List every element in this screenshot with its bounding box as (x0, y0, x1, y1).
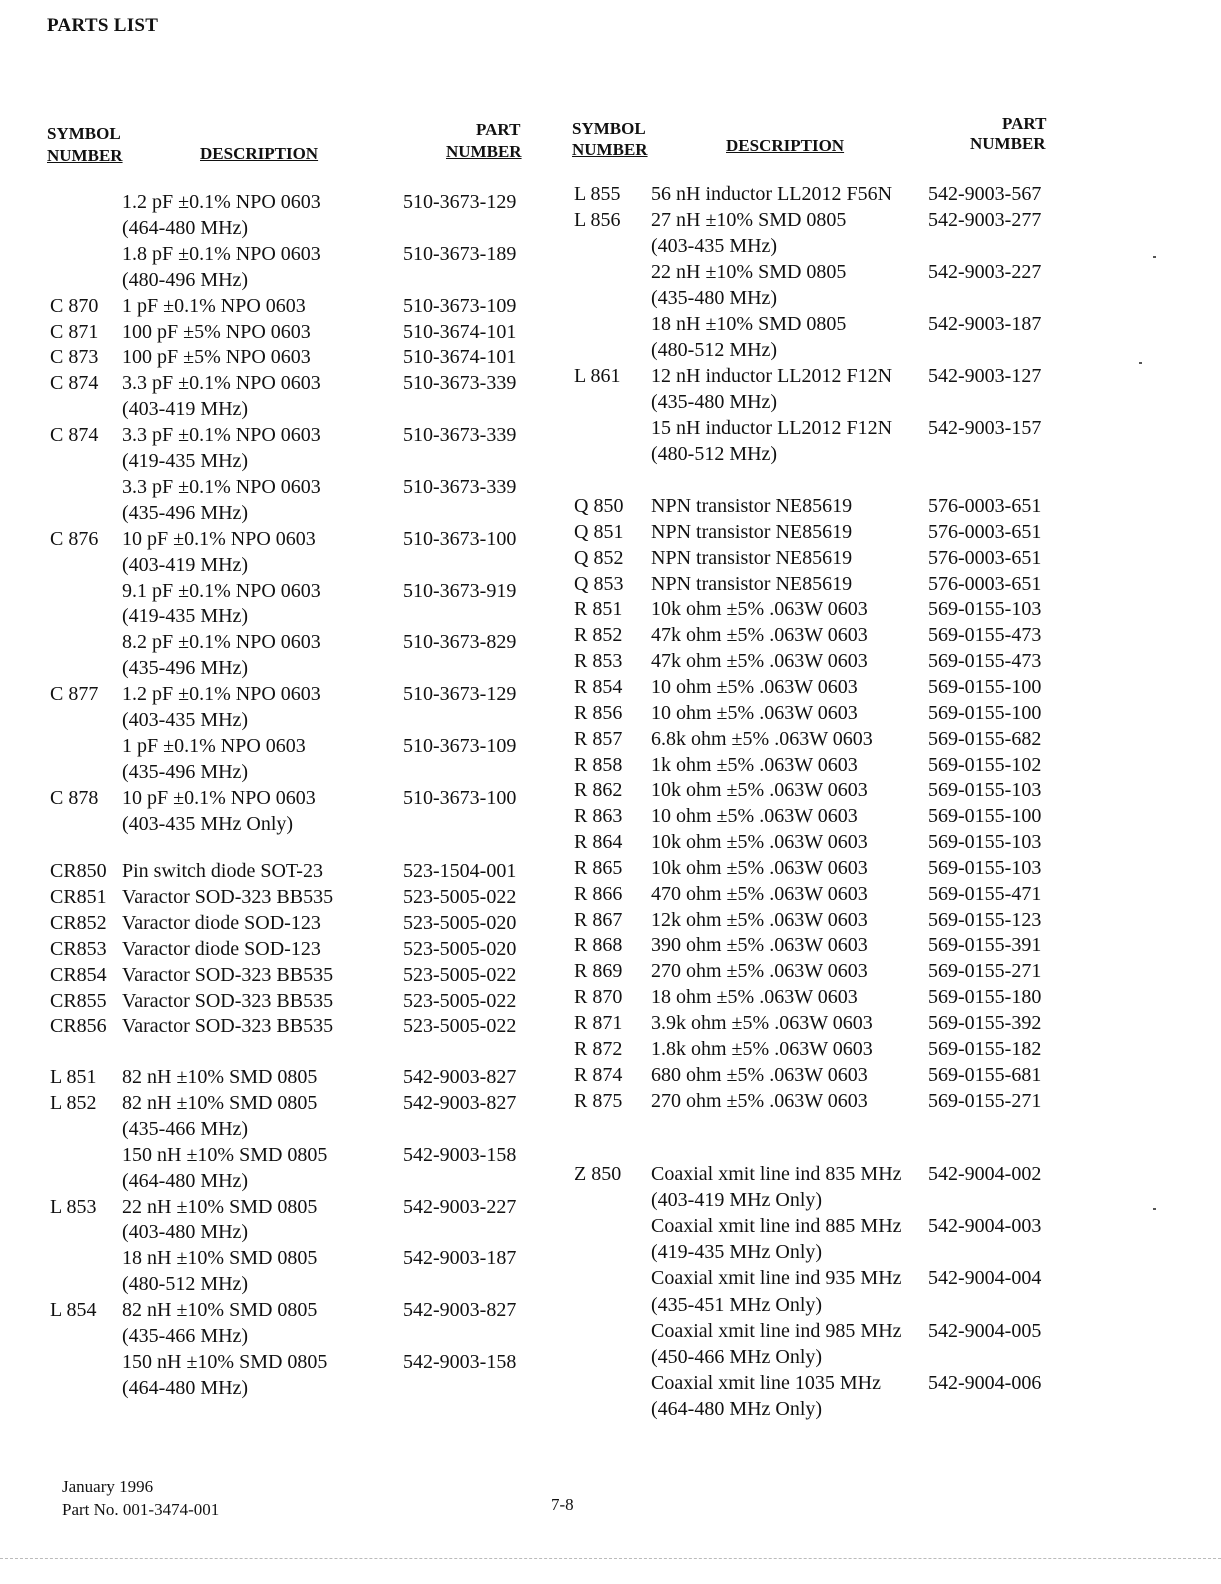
description: (464-480 MHz) (122, 1376, 249, 1399)
symbol-number: CR852 (50, 911, 107, 934)
description: (435-496 MHz) (122, 501, 249, 524)
description: 22 nH ±10% SMD 0805 (651, 261, 847, 283)
symbol-number: Q 853 (574, 572, 624, 595)
description: 150 nH ±10% SMD 0805 (122, 1143, 328, 1166)
description: (419-435 MHz) (122, 450, 249, 472)
description: (480-512 MHz) (651, 339, 778, 361)
part-number: 510-3673-829 (403, 631, 517, 654)
symbol-number: R 865 (574, 856, 623, 879)
part-number: 510-3673-129 (403, 683, 517, 706)
part-number: 523-5005-022 (403, 989, 517, 1012)
description: 27 nH ±10% SMD 0805 (651, 209, 847, 231)
symbol-number: R 854 (574, 675, 623, 698)
description: Varactor diode SOD-123 (122, 911, 321, 934)
description: (435-496 MHz) (122, 657, 249, 680)
description: Coaxial xmit line 1035 MHz (651, 1371, 881, 1394)
part-number: 569-0155-473 (928, 624, 1042, 647)
part-number: 510-3673-919 (403, 579, 517, 602)
description: Varactor SOD-323 BB535 (122, 885, 334, 908)
scan-artifact-line (0, 1558, 1221, 1559)
symbol-number: R 857 (574, 727, 623, 750)
symbol-number: L 861 (574, 365, 621, 387)
description: (435-466 MHz) (122, 1117, 249, 1140)
symbol-number: CR851 (50, 885, 107, 908)
part-number: 542-9003-157 (928, 417, 1042, 439)
description: Coaxial xmit line ind 885 MHz (651, 1215, 902, 1238)
description: 10 pF ±0.1% NPO 0603 (122, 786, 316, 809)
symbol-number: Q 852 (574, 546, 624, 569)
description: 82 nH ±10% SMD 0805 (122, 1066, 318, 1088)
description: 10k ohm ±5% .063W 0603 (651, 856, 868, 879)
page-number: 7-8 (551, 1495, 574, 1514)
part-number: 510-3673-100 (403, 527, 517, 550)
description: (403-419 MHz) (122, 398, 249, 421)
description: 10k ohm ±5% .063W 0603 (651, 779, 868, 802)
part-number: 569-0155-471 (928, 882, 1042, 905)
part-number: 510-3674-101 (403, 320, 517, 343)
part-number: 542-9003-227 (928, 261, 1042, 283)
description: (403-435 MHz) (651, 235, 778, 257)
description: 10k ohm ±5% .063W 0603 (651, 831, 868, 854)
part-number: 542-9004-002 (928, 1163, 1042, 1185)
symbol-number: Z 850 (574, 1163, 622, 1185)
symbol-number: L 852 (50, 1091, 97, 1114)
symbol-number: C 874 (50, 372, 99, 395)
description: 680 ohm ±5% .063W 0603 (651, 1063, 868, 1086)
scan-speck (1139, 362, 1142, 364)
symbol-number: R 874 (574, 1063, 623, 1086)
description: 82 nH ±10% SMD 0805 (122, 1091, 318, 1114)
part-number: 510-3673-109 (403, 734, 517, 757)
symbol-number: L 856 (574, 209, 621, 231)
part-number: 542-9003-187 (403, 1247, 517, 1270)
description: NPN transistor NE85619 (651, 572, 853, 595)
description: Varactor diode SOD-123 (122, 937, 321, 960)
part-number: 569-0155-100 (928, 701, 1042, 724)
symbol-number: R 858 (574, 753, 623, 776)
description: (403-419 MHz Only) (651, 1189, 823, 1212)
description: 150 nH ±10% SMD 0805 (122, 1350, 328, 1373)
symbol-number: C 874 (50, 424, 99, 447)
part-number: 542-9004-003 (928, 1215, 1042, 1238)
description: (480-512 MHz) (651, 443, 778, 465)
description: 10k ohm ±5% .063W 0603 (651, 598, 868, 621)
part-number: 510-3673-339 (403, 372, 517, 395)
symbol-number: R 851 (574, 598, 623, 621)
part-number: 569-0155-271 (928, 960, 1042, 983)
part-number: 542-9003-827 (403, 1066, 517, 1088)
symbol-number: R 852 (574, 624, 623, 647)
part-number: 569-0155-103 (928, 856, 1042, 879)
right-header-symbol-number: NUMBER (572, 140, 648, 159)
symbol-number: R 864 (574, 831, 623, 854)
part-number: 510-3674-101 (403, 346, 517, 369)
symbol-number: C 871 (50, 320, 99, 343)
symbol-number: R 863 (574, 805, 623, 828)
description: Pin switch diode SOT-23 (122, 860, 323, 882)
description: 3.3 pF ±0.1% NPO 0603 (122, 475, 321, 498)
part-number: 569-0155-100 (928, 805, 1042, 828)
part-number: 523-5005-022 (403, 885, 517, 908)
part-number: 523-5005-020 (403, 937, 517, 960)
description: 12 nH inductor LL2012 F12N (651, 365, 893, 387)
part-number: 576-0003-651 (928, 520, 1042, 543)
description: 3.3 pF ±0.1% NPO 0603 (122, 372, 321, 395)
scan-speck (1153, 1208, 1156, 1210)
description: 10 pF ±0.1% NPO 0603 (122, 527, 316, 550)
description: NPN transistor NE85619 (651, 520, 853, 543)
part-number: 510-3673-109 (403, 294, 517, 317)
symbol-number: L 853 (50, 1195, 97, 1218)
description: 56 nH inductor LL2012 F56N (651, 183, 893, 205)
description: (435-451 MHz Only) (651, 1293, 823, 1316)
symbol-number: R 869 (574, 960, 623, 983)
description: (435-480 MHz) (651, 391, 778, 413)
symbol-number: R 875 (574, 1089, 623, 1112)
description: 15 nH inductor LL2012 F12N (651, 417, 893, 439)
description: 10 ohm ±5% .063W 0603 (651, 805, 858, 828)
part-number: 542-9003-158 (403, 1350, 517, 1373)
description: (464-480 MHz) (122, 216, 249, 239)
part-number: 569-0155-682 (928, 727, 1042, 750)
right-header-part: PART (1002, 114, 1047, 133)
description: 22 nH ±10% SMD 0805 (122, 1195, 318, 1218)
part-number: 569-0155-473 (928, 650, 1042, 673)
description: 10 ohm ±5% .063W 0603 (651, 675, 858, 698)
part-number: 569-0155-180 (928, 986, 1042, 1009)
symbol-number: R 856 (574, 701, 623, 724)
part-number: 576-0003-651 (928, 572, 1042, 595)
part-number: 523-5005-022 (403, 963, 517, 986)
description: 8.2 pF ±0.1% NPO 0603 (122, 631, 321, 654)
part-number: 569-0155-103 (928, 598, 1042, 621)
description: 1.2 pF ±0.1% NPO 0603 (122, 683, 321, 706)
description: 82 nH ±10% SMD 0805 (122, 1299, 318, 1322)
part-number: 523-5005-022 (403, 1015, 517, 1038)
part-number: 542-9003-827 (403, 1091, 517, 1114)
description: (480-496 MHz) (122, 268, 249, 291)
description: 47k ohm ±5% .063W 0603 (651, 650, 868, 673)
part-number: 576-0003-651 (928, 495, 1042, 517)
part-number: 523-1504-001 (403, 860, 517, 882)
symbol-number: CR856 (50, 1015, 107, 1038)
description: 100 pF ±5% NPO 0603 (122, 346, 311, 369)
symbol-number: C 870 (50, 294, 99, 317)
symbol-number: Q 850 (574, 495, 624, 517)
symbol-number: R 871 (574, 1012, 623, 1034)
left-header-part: PART (476, 120, 521, 139)
symbol-number: Q 851 (574, 520, 624, 543)
description: Coaxial xmit line ind 835 MHz (651, 1163, 902, 1185)
part-number: 542-9004-006 (928, 1371, 1042, 1394)
scan-speck (1153, 256, 1156, 258)
part-number: 569-0155-102 (928, 753, 1042, 776)
part-number: 542-9003-158 (403, 1143, 517, 1166)
symbol-number: CR850 (50, 860, 107, 882)
description: 390 ohm ±5% .063W 0603 (651, 934, 868, 957)
description: Coaxial xmit line ind 935 MHz (651, 1267, 902, 1290)
symbol-number: R 853 (574, 650, 623, 673)
description: (435-466 MHz) (122, 1325, 249, 1347)
symbol-number: C 873 (50, 346, 99, 369)
description: NPN transistor NE85619 (651, 546, 853, 569)
right-header-part-number: NUMBER (970, 134, 1046, 153)
symbol-number: L 855 (574, 183, 621, 205)
description: (403-435 MHz Only) (122, 812, 294, 835)
description: 1.8 pF ±0.1% NPO 0603 (122, 242, 321, 265)
part-number: 542-9003-127 (928, 365, 1042, 387)
description: (403-435 MHz) (122, 709, 249, 731)
description: (435-496 MHz) (122, 760, 249, 783)
description: 10 ohm ±5% .063W 0603 (651, 701, 858, 724)
part-number: 542-9003-567 (928, 183, 1042, 205)
part-number: 542-9003-227 (403, 1195, 517, 1218)
description: 270 ohm ±5% .063W 0603 (651, 1089, 868, 1112)
symbol-number: R 872 (574, 1037, 623, 1060)
part-number: 510-3673-339 (403, 475, 517, 498)
description: 3.3 pF ±0.1% NPO 0603 (122, 424, 321, 447)
description: Coaxial xmit line ind 985 MHz (651, 1319, 902, 1342)
part-number: 510-3673-189 (403, 242, 517, 265)
footer-part-number: Part No. 001-3474-001 (62, 1500, 220, 1519)
description: 18 nH ±10% SMD 0805 (651, 313, 847, 335)
footer-date: January 1996 (62, 1477, 154, 1496)
description: (419-435 MHz) (122, 605, 249, 628)
symbol-number: R 866 (574, 882, 623, 905)
symbol-number: R 867 (574, 908, 623, 931)
right-header-description: DESCRIPTION (726, 136, 845, 155)
part-number: 510-3673-339 (403, 424, 517, 447)
page-title: PARTS LIST (47, 15, 159, 36)
symbol-number: CR854 (50, 963, 107, 986)
description: Varactor SOD-323 BB535 (122, 1015, 334, 1038)
description: 9.1 pF ±0.1% NPO 0603 (122, 579, 321, 602)
description: 12k ohm ±5% .063W 0603 (651, 908, 868, 931)
symbol-number: R 870 (574, 986, 623, 1009)
part-number: 542-9004-005 (928, 1319, 1042, 1342)
symbol-number: CR855 (50, 989, 107, 1012)
description: 270 ohm ±5% .063W 0603 (651, 960, 868, 983)
description: 3.9k ohm ±5% .063W 0603 (651, 1012, 873, 1034)
left-header-symbol: SYMBOL (47, 124, 121, 143)
symbol-number: L 851 (50, 1066, 97, 1088)
symbol-number: C 877 (50, 683, 99, 706)
description: 1k ohm ±5% .063W 0603 (651, 753, 858, 776)
symbol-number: R 862 (574, 779, 623, 802)
part-number: 542-9004-004 (928, 1267, 1042, 1290)
symbol-number: R 868 (574, 934, 623, 957)
description: (435-480 MHz) (651, 287, 778, 309)
description: 1 pF ±0.1% NPO 0603 (122, 294, 306, 317)
description: (403-419 MHz) (122, 553, 249, 576)
part-number: 569-0155-123 (928, 908, 1042, 931)
description: 6.8k ohm ±5% .063W 0603 (651, 727, 873, 750)
description: 1.8k ohm ±5% .063W 0603 (651, 1037, 873, 1060)
part-number: 510-3673-100 (403, 786, 517, 809)
description: 100 pF ±5% NPO 0603 (122, 320, 311, 343)
left-header-symbol-number: NUMBER (47, 146, 123, 165)
part-number: 569-0155-103 (928, 779, 1042, 802)
part-number: 569-0155-271 (928, 1089, 1042, 1112)
description: 18 ohm ±5% .063W 0603 (651, 986, 858, 1009)
symbol-number: C 878 (50, 786, 99, 809)
part-number: 569-0155-392 (928, 1012, 1042, 1034)
description: 1.2 pF ±0.1% NPO 0603 (122, 191, 321, 213)
left-header-description: DESCRIPTION (200, 144, 319, 163)
part-number: 569-0155-391 (928, 934, 1042, 957)
description: (419-435 MHz Only) (651, 1241, 823, 1264)
part-number: 569-0155-103 (928, 831, 1042, 854)
description: 470 ohm ±5% .063W 0603 (651, 882, 868, 905)
description: (464-480 MHz Only) (651, 1397, 823, 1420)
part-number: 542-9003-827 (403, 1299, 517, 1322)
description: 1 pF ±0.1% NPO 0603 (122, 734, 306, 757)
description: (450-466 MHz Only) (651, 1345, 823, 1368)
part-number: 542-9003-187 (928, 313, 1042, 335)
description: (464-480 MHz) (122, 1169, 249, 1192)
description: 18 nH ±10% SMD 0805 (122, 1247, 318, 1270)
part-number: 510-3673-129 (403, 191, 517, 213)
symbol-number: CR853 (50, 937, 107, 960)
part-number: 569-0155-100 (928, 675, 1042, 698)
part-number: 576-0003-651 (928, 546, 1042, 569)
part-number: 569-0155-681 (928, 1063, 1042, 1086)
symbol-number: L 854 (50, 1299, 97, 1322)
right-header-symbol: SYMBOL (572, 119, 646, 138)
part-number: 542-9003-277 (928, 209, 1042, 231)
description: 47k ohm ±5% .063W 0603 (651, 624, 868, 647)
part-number: 523-5005-020 (403, 911, 517, 934)
description: NPN transistor NE85619 (651, 495, 853, 517)
left-header-part-number: NUMBER (446, 142, 522, 161)
description: (480-512 MHz) (122, 1273, 249, 1296)
description: Varactor SOD-323 BB535 (122, 963, 334, 986)
symbol-number: C 876 (50, 527, 99, 550)
description: (403-480 MHz) (122, 1221, 249, 1244)
part-number: 569-0155-182 (928, 1037, 1042, 1060)
description: Varactor SOD-323 BB535 (122, 989, 334, 1012)
